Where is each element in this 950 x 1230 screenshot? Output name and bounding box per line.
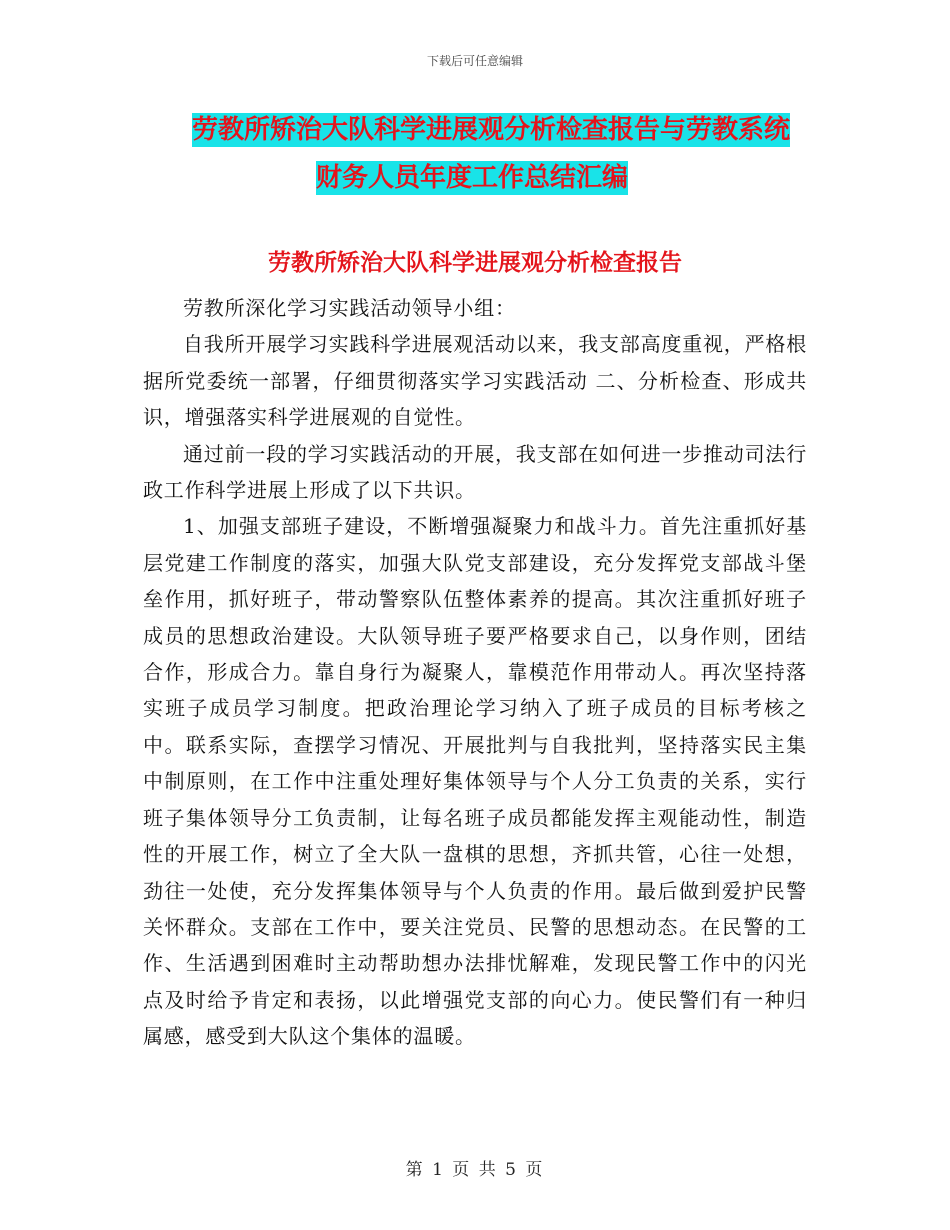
main-title-line-2: 财务人员年度工作总结汇编 xyxy=(316,163,629,193)
salutation-paragraph: 劳教所深化学习实践活动领导小组： xyxy=(183,296,516,320)
page-number-footer: 第 1 页 共 5 页 xyxy=(405,1160,545,1180)
body-paragraph: 通过前一段的学习实践活动的开展，我支部在如何进一步推动司法行政工作科学进展上形成了以下共识。 xyxy=(143,441,807,503)
section-title: 劳教所矫治大队科学进展观分析检查报告 xyxy=(268,250,682,276)
body-paragraph: 1、加强支部班子建设，不断增强凝聚力和战斗力。首先注重抓好基层党建工作制度的落实，加强大队党支部建设，充分发挥党支部战斗堡垒作用，抓好班子，带动警察队伍整体素养的提高。其次注重抓好班子成员的思想政治建设。大队领导班子要严格要求自己，以身作则，团结合作，形成合力。靠自身行为凝聚人，靠模范作用带动人。再次坚持落实班子成员学习制度。把政治理论学习纳入了班子成员的目标考核之中。联系实际，查摆学习情况、开展批判与自我批判，坚持落实民主集中制原则，在工作中注重处理好集体领导与个人分工负责的关系，实行班子集体领导分工负责制，让每名班子成员都能发挥主观能动性，制造性的开展工作，树立了全大队一盘棋的思想，齐抓共管，心往一处想，劲往一处使，充分发挥集体领导与个人负责的作用。最后做到爱护民警关怀群众。支部在工作中，要关注党员、民警的思想动态。在民警的工作、生活遇到困难时主动帮助想办法排忧解难，发现民警工作中的闪光点及时给予肯定和表扬，以此增强党支部的向心力。使民警们有一种归属感，感受到大队这个集体的温暖。 xyxy=(143,514,807,1049)
document-main-title xyxy=(130,106,870,202)
main-title-line-1: 劳教所矫治大队科学进展观分析检查报告与劳教系统 xyxy=(192,115,791,145)
body-paragraph: 自我所开展学习实践科学进展观活动以来，我支部高度重视，严格根据所党委统一部署，仔细贯彻落实学习实践活动 二、分析检查、形成共识，增强落实科学进展观的自觉性。 xyxy=(143,332,807,430)
document-body xyxy=(143,290,807,1055)
page-header-note: 下载后可任意编辑 xyxy=(426,54,523,68)
